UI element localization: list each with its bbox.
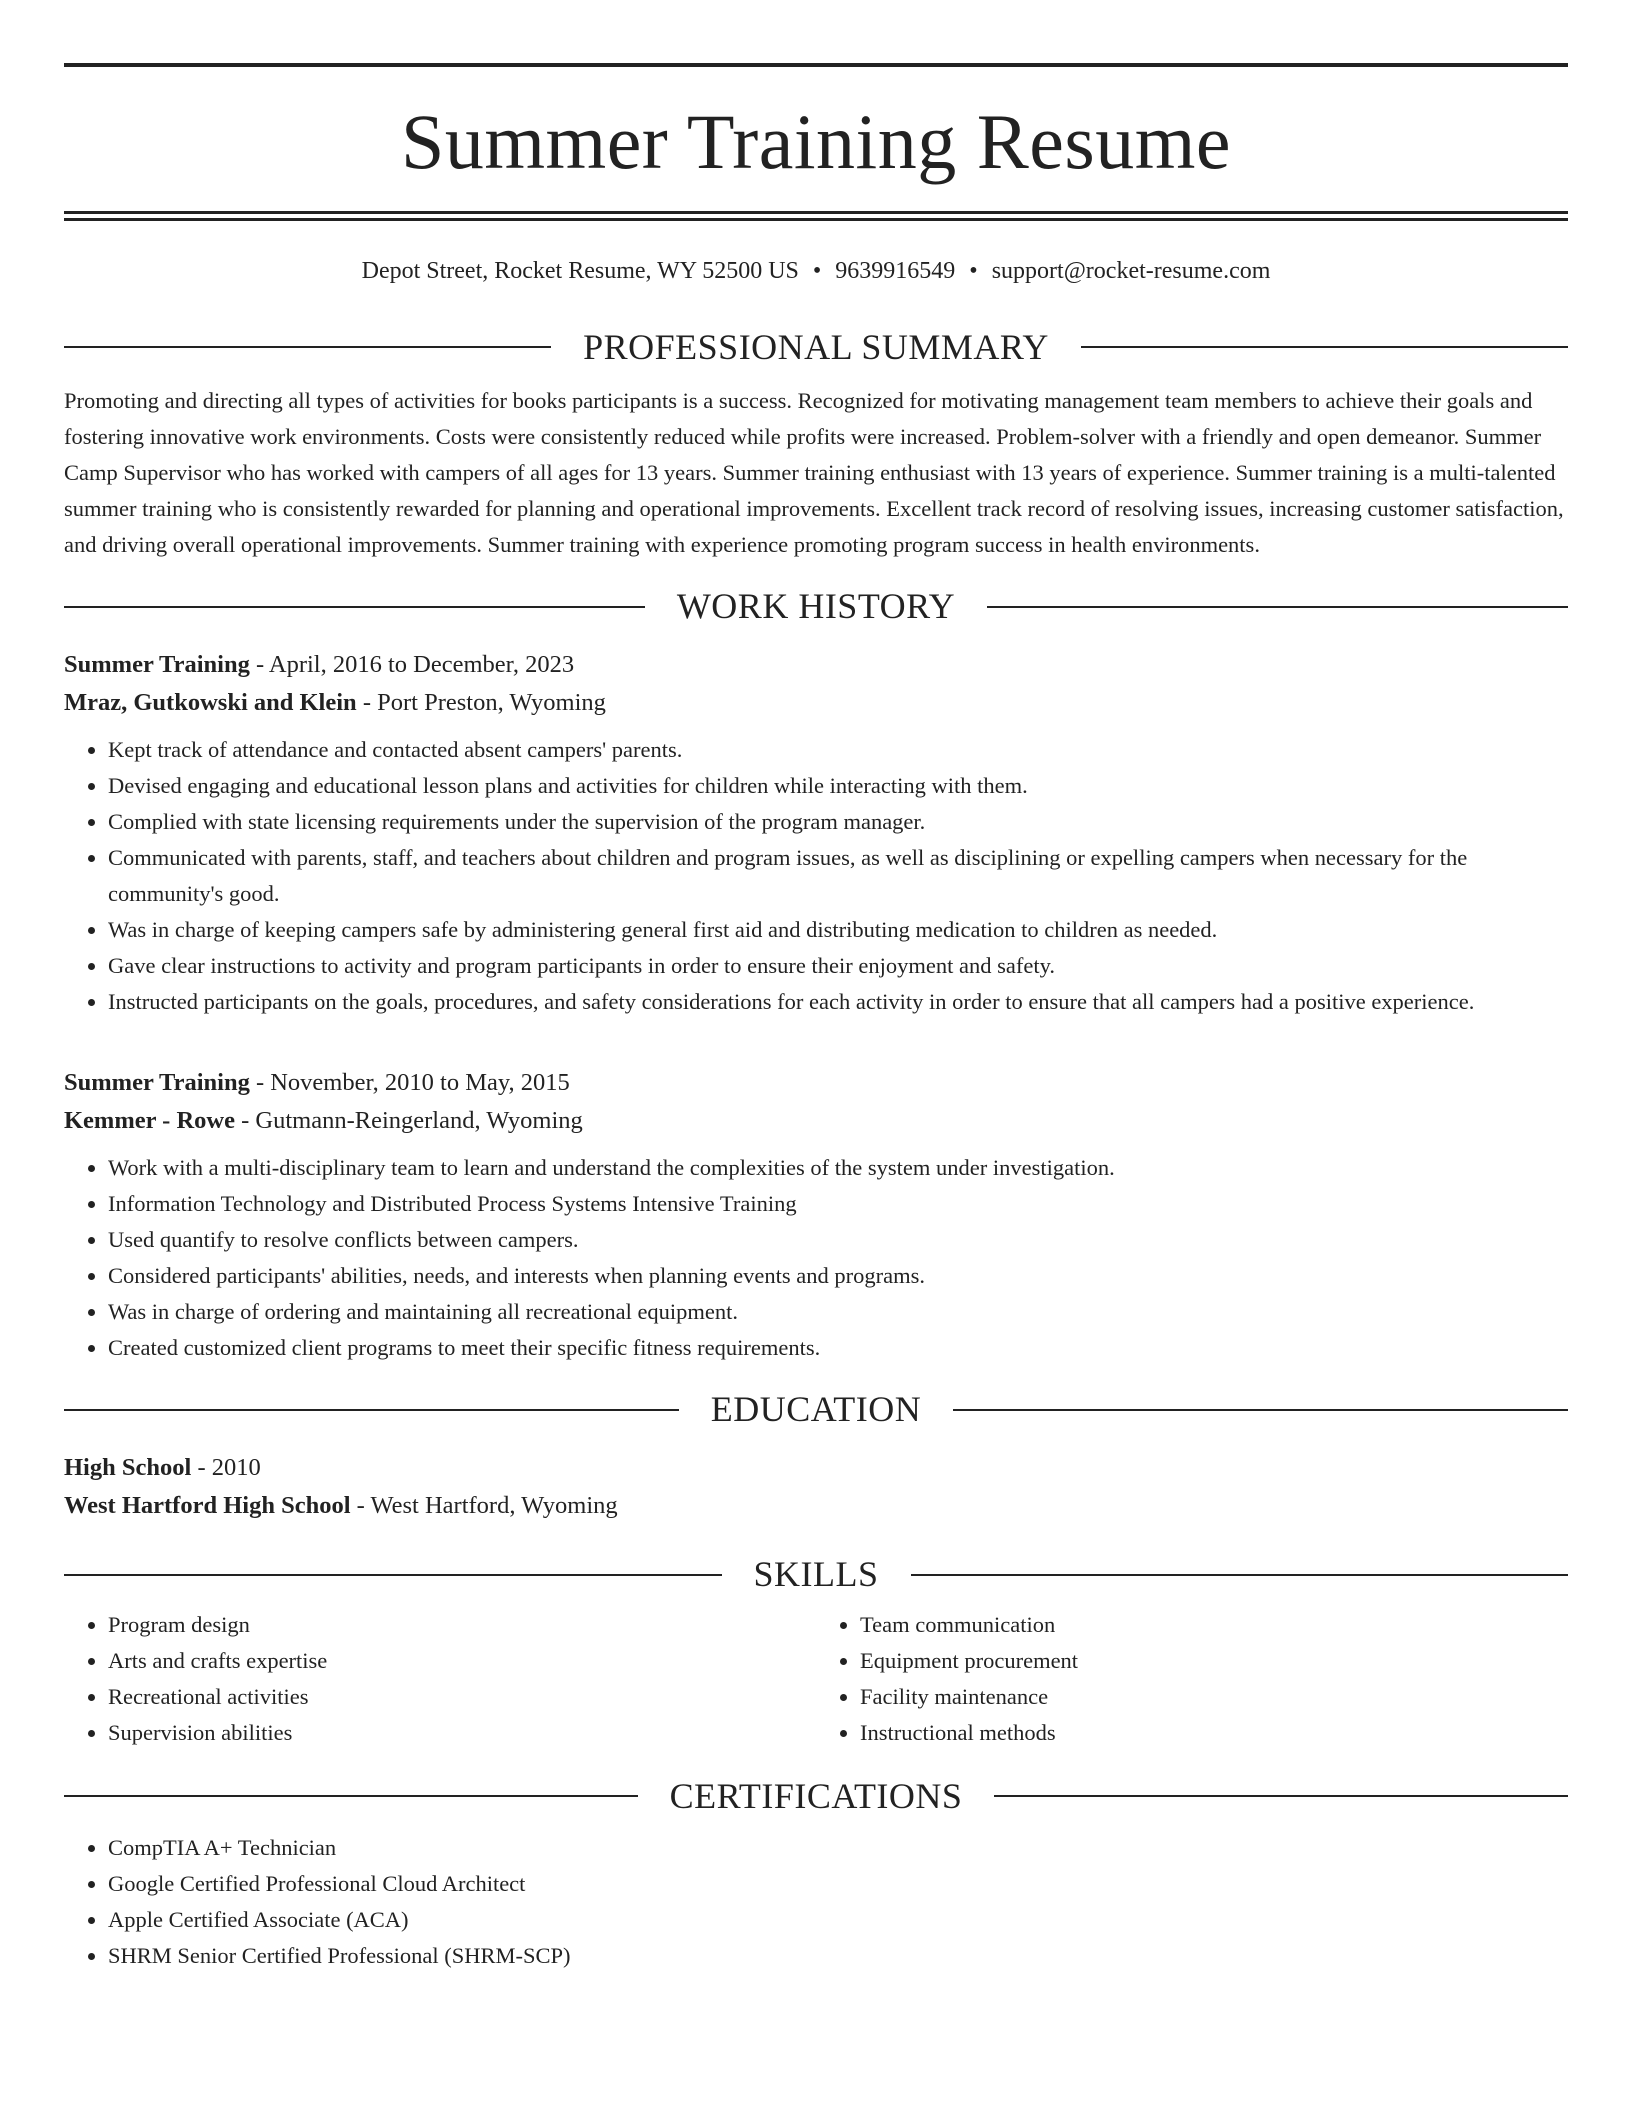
contact-separator: • — [969, 258, 978, 284]
job-title: Summer Training — [64, 1069, 250, 1097]
skill-item: • Equipment procurement — [860, 1643, 1568, 1679]
section-rule — [1081, 346, 1568, 348]
job-dates: - November, 2010 to May, 2015 — [249, 1069, 570, 1097]
top-rule — [64, 63, 1568, 67]
certification-item: • SHRM Senior Certified Professional (SHRM-SCP) — [108, 1938, 1568, 1974]
skill-item: • Instructional methods — [860, 1715, 1568, 1751]
resume-page — [64, 0, 1568, 1974]
education-school-line — [64, 1487, 1568, 1525]
section-header-skills — [64, 1553, 1568, 1596]
job-company-line — [64, 684, 1568, 722]
list-item: • Was in charge of ordering and maintaining all recreational equipment. — [108, 1294, 1568, 1330]
skills-grid — [64, 1607, 1568, 1751]
education-degree: High School — [64, 1454, 192, 1482]
section-header-education — [64, 1388, 1568, 1431]
job-bullets — [64, 1150, 1568, 1366]
section-title: EDUCATION — [710, 1389, 922, 1430]
job-company: Kemmer - Rowe — [64, 1107, 235, 1135]
job-dates: - April, 2016 to December, 2023 — [249, 651, 575, 679]
section-header-certifications — [64, 1775, 1568, 1818]
list-item: • Was in charge of keeping campers safe by administering general first aid and distributing medication to children as needed. — [108, 912, 1568, 948]
list-item: • Gave clear instructions to activity and program participants in order to ensure their enjoyment and safety. — [108, 948, 1568, 984]
education-year: - 2010 — [191, 1454, 261, 1482]
skills-list-left — [64, 1607, 816, 1751]
job-title-line — [64, 646, 1568, 684]
skills-list-right — [816, 1607, 1568, 1751]
certification-item: • Apple Certified Associate (ACA) — [108, 1902, 1568, 1938]
list-item: • Devised engaging and educational lesson plans and activities for children while interacting with them. — [108, 768, 1568, 804]
summary-text: Promoting and directing all types of activities for books participants is a success. Recognized for motivating management team members to achieve their goals and fostering innovative work environments. Costs were consistently reduced while profits were increased. Problem-solver with a friendly and open demeanor. Summer Camp Supervisor who has worked with campers of all ages for 13 years. Summer training enthusiast with 13 years of experience. Summer training is a multi-talented summer training who is consistently rewarded for planning and operational improvements. Excellent track record of resolving issues, increasing customer satisfaction, and driving overall operational improvements. Summer training with experience promoting program success in health environments. — [64, 387, 1564, 557]
certifications-list — [64, 1830, 1568, 1974]
education-school: West Hartford High School — [64, 1492, 351, 1520]
job-company: Mraz, Gutkowski and Klein — [64, 689, 357, 717]
section-header-work — [64, 585, 1568, 628]
section-title: PROFESSIONAL SUMMARY — [583, 326, 1049, 367]
skill-item: • Facility maintenance — [860, 1679, 1568, 1715]
list-item: • Used quantify to resolve conflicts between campers. — [108, 1222, 1568, 1258]
list-item: • Created customized client programs to meet their specific fitness requirements. — [108, 1330, 1568, 1366]
section-rule — [64, 1409, 679, 1411]
contact-address: Depot Street, Rocket Resume, WY 52500 US — [361, 258, 799, 284]
job-entry — [64, 646, 1568, 1020]
section-rule — [994, 1795, 1568, 1797]
list-item: • Instructed participants on the goals, procedures, and safety considerations for each activity in order to ensure that all campers had a positive experience. — [108, 984, 1568, 1020]
title-double-rule — [64, 211, 1568, 221]
contact-email[interactable]: support@rocket-resume.com — [991, 258, 1271, 284]
list-item: • Complied with state licensing requirements under the supervision of the program manager. — [108, 804, 1568, 840]
skill-item: • Recreational activities — [108, 1679, 816, 1715]
job-entry — [64, 1064, 1568, 1366]
section-rule — [64, 606, 645, 608]
certification-item: • CompTIA A+ Technician — [108, 1830, 1568, 1866]
skill-item: • Program design — [108, 1607, 816, 1643]
section-rule — [911, 1574, 1569, 1576]
contact-phone: 9639916549 — [835, 258, 956, 284]
list-item: • Information Technology and Distributed Process Systems Intensive Training — [108, 1186, 1568, 1222]
skill-item: • Arts and crafts expertise — [108, 1643, 816, 1679]
section-title: SKILLS — [753, 1554, 879, 1595]
section-title: CERTIFICATIONS — [669, 1775, 963, 1816]
job-bullets — [64, 732, 1568, 1020]
job-location: - Port Preston, Wyoming — [356, 689, 606, 717]
list-item: • Kept track of attendance and contacted absent campers' parents. — [108, 732, 1568, 768]
section-rule — [64, 346, 551, 348]
resume-title: Summer Training Resume — [400, 98, 1232, 185]
section-header-summary — [64, 326, 1568, 369]
section-rule — [64, 1574, 722, 1576]
education-entry — [64, 1449, 1568, 1525]
education-degree-line — [64, 1449, 1568, 1487]
section-title: WORK HISTORY — [676, 585, 956, 626]
list-item: • Work with a multi-disciplinary team to learn and understand the complexities of the system under investigation. — [108, 1150, 1568, 1186]
contact-separator: • — [812, 258, 822, 284]
section-rule — [953, 1409, 1568, 1411]
list-item: • Considered participants' abilities, needs, and interests when planning events and programs. — [108, 1258, 1568, 1294]
skill-item: • Supervision abilities — [108, 1715, 816, 1751]
contact-line — [64, 257, 1568, 286]
section-rule — [64, 1795, 638, 1797]
education-location: - West Hartford, Wyoming — [350, 1492, 618, 1520]
job-title-line — [64, 1064, 1568, 1102]
list-item: • Communicated with parents, staff, and teachers about children and program issues, as well as disciplining or expelling campers when necessary for the community's good. — [108, 840, 1568, 912]
job-company-line — [64, 1102, 1568, 1140]
job-title: Summer Training — [64, 651, 250, 679]
skill-item: • Team communication — [860, 1607, 1568, 1643]
job-location: - Gutmann-Reingerland, Wyoming — [234, 1107, 583, 1135]
certification-item: • Google Certified Professional Cloud Architect — [108, 1866, 1568, 1902]
section-rule — [987, 606, 1568, 608]
